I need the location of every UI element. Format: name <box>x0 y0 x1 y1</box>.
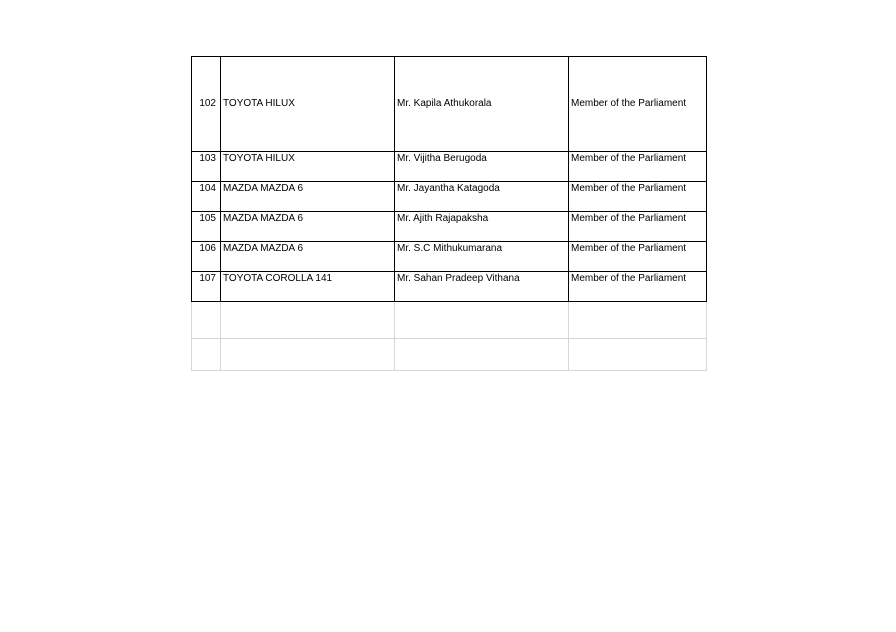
row-number-cell: 107 <box>192 272 221 302</box>
table-row <box>192 212 707 242</box>
empty-cell <box>221 302 395 339</box>
vehicle-model-cell: TOYOTA COROLLA 141 <box>221 272 395 302</box>
row-number-cell: 102 <box>192 57 221 152</box>
row-number-cell: 103 <box>192 152 221 182</box>
position-cell: Member of the Parliament <box>569 182 707 212</box>
member-name-cell: Mr. Jayantha Katagoda <box>395 182 569 212</box>
empty-cell <box>395 339 569 371</box>
member-name-cell: Mr. S.C Mithukumarana <box>395 242 569 272</box>
position-cell: Member of the Parliament <box>569 152 707 182</box>
member-name-cell: Mr. Kapila Athukorala <box>395 57 569 152</box>
table-row <box>192 272 707 302</box>
position-cell: Member of the Parliament <box>569 212 707 242</box>
table-row <box>192 57 707 152</box>
empty-cell <box>569 302 707 339</box>
member-name-cell: Mr. Sahan Pradeep Vithana <box>395 272 569 302</box>
position-cell: Member of the Parliament <box>569 57 707 152</box>
vehicle-model-cell: MAZDA MAZDA 6 <box>221 242 395 272</box>
empty-cell <box>221 339 395 371</box>
row-number-cell: 105 <box>192 212 221 242</box>
row-number-cell: 106 <box>192 242 221 272</box>
empty-cell <box>395 302 569 339</box>
row-number-cell: 104 <box>192 182 221 212</box>
position-cell: Member of the Parliament <box>569 272 707 302</box>
vehicle-allocation-table <box>191 56 707 371</box>
member-name-cell: Mr. Ajith Rajapaksha <box>395 212 569 242</box>
empty-grid-row <box>192 339 707 371</box>
empty-cell <box>569 339 707 371</box>
table-row <box>192 182 707 212</box>
empty-cell <box>192 302 221 339</box>
member-name-cell: Mr. Vijitha Berugoda <box>395 152 569 182</box>
empty-grid-row <box>192 302 707 339</box>
table-row <box>192 242 707 272</box>
vehicle-model-cell: TOYOTA HILUX <box>221 57 395 152</box>
vehicle-model-cell: MAZDA MAZDA 6 <box>221 212 395 242</box>
vehicle-model-cell: TOYOTA HILUX <box>221 152 395 182</box>
table-row <box>192 152 707 182</box>
position-cell: Member of the Parliament <box>569 242 707 272</box>
empty-cell <box>192 339 221 371</box>
vehicle-model-cell: MAZDA MAZDA 6 <box>221 182 395 212</box>
